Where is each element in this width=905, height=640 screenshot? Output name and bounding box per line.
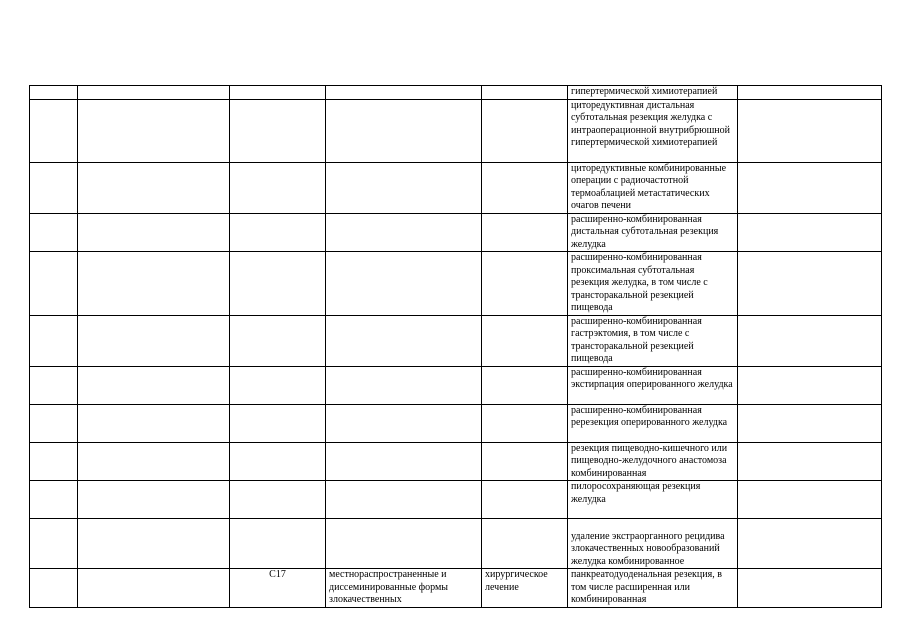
cell-method: циторедуктивные комбинированные операции с радиочастотной термоаблацией метастатических очагов печени: [568, 162, 738, 213]
cell-number: [30, 366, 78, 404]
cell-treatment-type: хирургическое лечение: [482, 569, 568, 608]
cell-norm: [738, 315, 882, 366]
cell-icd-code: [230, 481, 326, 519]
cell-profile: [78, 213, 230, 252]
cell-treatment-type: [482, 162, 568, 213]
cell-profile: [78, 252, 230, 316]
cell-profile: [78, 519, 230, 569]
cell-method: расширенно-комбинированная экстирпация оперированного желудка: [568, 366, 738, 404]
table-row: [30, 366, 882, 404]
cell-icd-code: [230, 366, 326, 404]
cell-number: [30, 252, 78, 316]
cell-diagnosis: [326, 481, 482, 519]
cell-diagnosis: [326, 315, 482, 366]
cell-icd-code: [230, 99, 326, 162]
cell-icd-code: [230, 86, 326, 100]
cell-method: пилоросохраняющая резекция желудка: [568, 481, 738, 519]
cell-norm: [738, 569, 882, 608]
table-row: [30, 99, 882, 162]
cell-treatment-type: [482, 252, 568, 316]
cell-profile: [78, 442, 230, 481]
cell-method: резекция пищеводно-кишечного или пищеводно-желудочного анастомоза комбинированная: [568, 442, 738, 481]
cell-method: удаление экстраорганного рецидива злокачественных новообразований желудка комбинированное: [568, 519, 738, 569]
cell-icd-code: [230, 315, 326, 366]
cell-number: [30, 315, 78, 366]
cell-norm: [738, 99, 882, 162]
cell-norm: [738, 481, 882, 519]
table-row: [30, 481, 882, 519]
cell-number: [30, 442, 78, 481]
cell-diagnosis: местнораспространенные и диссеминированные формы злокачественных: [326, 569, 482, 608]
cell-icd-code: [230, 252, 326, 316]
cell-profile: [78, 315, 230, 366]
table-row: [30, 404, 882, 442]
cell-norm: [738, 162, 882, 213]
cell-method: расширенно-комбинированная проксимальная субтотальная резекция желудка, в том числе с трансторакальной резекцией пищевода: [568, 252, 738, 316]
cell-treatment-type: [482, 404, 568, 442]
table-row: [30, 86, 882, 100]
table-row: [30, 442, 882, 481]
cell-number: [30, 481, 78, 519]
cell-treatment-type: [482, 213, 568, 252]
cell-profile: [78, 86, 230, 100]
cell-norm: [738, 442, 882, 481]
cell-diagnosis: [326, 86, 482, 100]
cell-profile: [78, 99, 230, 162]
table-row: [30, 213, 882, 252]
cell-number: [30, 404, 78, 442]
cell-profile: [78, 569, 230, 608]
cell-treatment-type: [482, 519, 568, 569]
cell-number: [30, 162, 78, 213]
cell-treatment-type: [482, 481, 568, 519]
cell-icd-code: C17: [230, 569, 326, 608]
cell-treatment-type: [482, 366, 568, 404]
cell-icd-code: [230, 162, 326, 213]
cell-icd-code: [230, 442, 326, 481]
cell-diagnosis: [326, 99, 482, 162]
cell-method: расширенно-комбинированная гастрэктомия, в том числе с трансторакальной резекцией пищевода: [568, 315, 738, 366]
cell-number: [30, 86, 78, 100]
cell-diagnosis: [326, 213, 482, 252]
cell-diagnosis: [326, 519, 482, 569]
cell-norm: [738, 519, 882, 569]
cell-diagnosis: [326, 162, 482, 213]
cell-number: [30, 569, 78, 608]
cell-method: панкреатодуоденальная резекция, в том числе расширенная или комбинированная: [568, 569, 738, 608]
cell-diagnosis: [326, 404, 482, 442]
cell-icd-code: [230, 404, 326, 442]
table-row: [30, 569, 882, 608]
cell-method: циторедуктивная дистальная субтотальная резекция желудка с интраоперационной внутрибрюшной гипертермической химиотерапией: [568, 99, 738, 162]
cell-number: [30, 99, 78, 162]
table-row: [30, 162, 882, 213]
cell-method: расширенно-комбинированная дистальная субтотальная резекция желудка: [568, 213, 738, 252]
document-table: [29, 85, 882, 608]
cell-norm: [738, 404, 882, 442]
cell-treatment-type: [482, 315, 568, 366]
cell-number: [30, 213, 78, 252]
cell-treatment-type: [482, 442, 568, 481]
cell-norm: [738, 366, 882, 404]
cell-diagnosis: [326, 442, 482, 481]
table-row: [30, 519, 882, 569]
table-row: [30, 315, 882, 366]
table-row: [30, 252, 882, 316]
cell-norm: [738, 86, 882, 100]
cell-norm: [738, 252, 882, 316]
cell-method: гипертермической химиотерапией: [568, 86, 738, 100]
cell-diagnosis: [326, 252, 482, 316]
cell-diagnosis: [326, 366, 482, 404]
cell-profile: [78, 366, 230, 404]
cell-method: расширенно-комбинированная ререзекция оперированного желудка: [568, 404, 738, 442]
cell-treatment-type: [482, 99, 568, 162]
cell-norm: [738, 213, 882, 252]
cell-profile: [78, 162, 230, 213]
cell-icd-code: [230, 519, 326, 569]
cell-profile: [78, 404, 230, 442]
cell-profile: [78, 481, 230, 519]
cell-icd-code: [230, 213, 326, 252]
cell-number: [30, 519, 78, 569]
cell-treatment-type: [482, 86, 568, 100]
